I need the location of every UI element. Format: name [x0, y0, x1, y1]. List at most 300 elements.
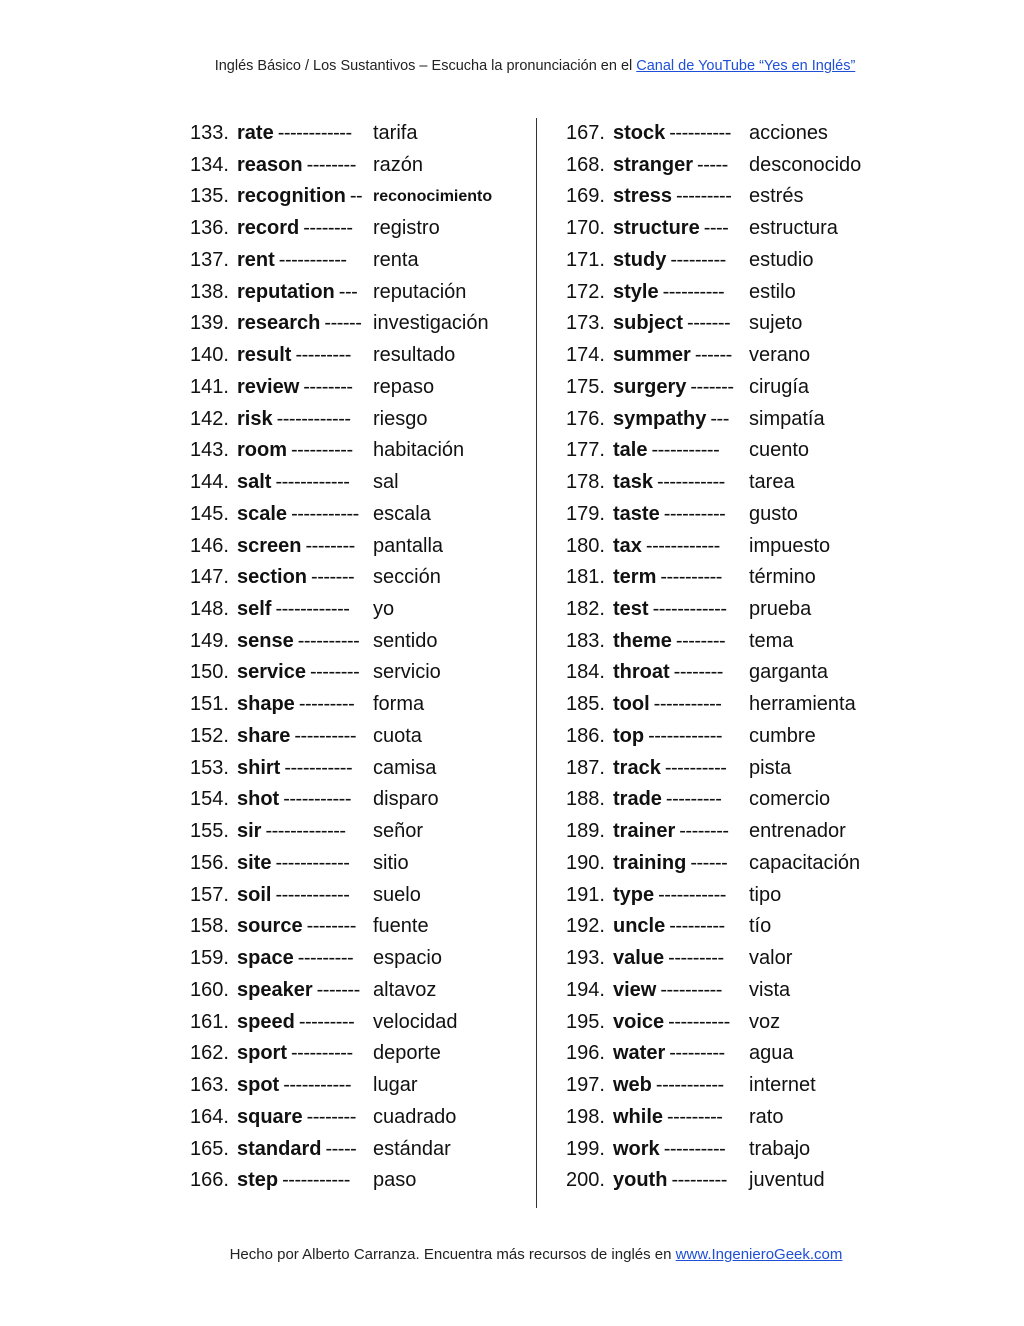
item-number: 181.: [566, 566, 605, 589]
vocab-row: [566, 118, 886, 150]
spanish-translation: prueba: [749, 598, 812, 621]
spanish-translation: agua: [749, 1042, 794, 1065]
item-number: 194.: [566, 978, 605, 1001]
vocab-row: [190, 943, 530, 975]
separator-dashes: -----------: [651, 439, 720, 462]
vocab-row: [190, 816, 530, 848]
separator-dashes: ----------: [291, 1042, 353, 1065]
spanish-translation: repaso: [373, 375, 435, 398]
spanish-translation: pantalla: [373, 534, 444, 557]
vocab-row: [566, 340, 886, 372]
vocab-row: [566, 626, 886, 658]
item-number: 170.: [566, 217, 605, 240]
english-word: stranger: [613, 153, 694, 176]
spanish-translation: riesgo: [373, 407, 428, 430]
item-number: 193.: [566, 947, 605, 970]
item-number: 160.: [190, 978, 229, 1001]
item-number: 139.: [190, 312, 229, 335]
vocab-row: [190, 435, 530, 467]
spanish-translation: estrés: [749, 185, 804, 208]
english-word: while: [613, 1105, 664, 1128]
english-word: training: [613, 851, 687, 874]
english-word: review: [237, 375, 300, 398]
english-word: spot: [237, 1074, 280, 1097]
separator-dashes: --------: [303, 217, 353, 240]
vocab-row: [566, 594, 886, 626]
vocab-row: [566, 308, 886, 340]
spanish-translation: sujeto: [749, 312, 803, 335]
column-divider: [536, 118, 537, 1208]
spanish-translation: vista: [749, 978, 791, 1001]
spanish-translation: capacitación: [749, 851, 861, 874]
english-word: trade: [613, 788, 662, 811]
item-number: 178.: [566, 471, 605, 494]
item-number: 141.: [190, 375, 229, 398]
item-number: 189.: [566, 820, 605, 843]
item-number: 138.: [190, 280, 229, 303]
spanish-translation: tema: [749, 629, 794, 652]
english-word: share: [237, 724, 291, 747]
vocab-row: [190, 467, 530, 499]
vocab-row: [566, 911, 886, 943]
vocab-row: [566, 721, 886, 753]
vocab-row: [566, 531, 886, 563]
separator-dashes: --------: [306, 915, 356, 938]
item-number: 169.: [566, 185, 605, 208]
vocab-row: [566, 1007, 886, 1039]
item-number: 133.: [190, 122, 229, 144]
website-link[interactable]: www.IngenieroGeek.com: [675, 1246, 843, 1263]
english-word: reason: [237, 153, 303, 176]
english-word: recognition: [237, 185, 346, 208]
item-number: 192.: [566, 915, 605, 938]
separator-dashes: -----------: [283, 788, 351, 811]
english-word: square: [237, 1105, 303, 1128]
english-word: study: [613, 248, 667, 271]
spanish-translation: estilo: [749, 280, 796, 303]
spanish-translation: estándar: [373, 1137, 451, 1160]
item-number: 135.: [190, 185, 229, 208]
english-word: type: [613, 883, 655, 906]
english-word: research: [237, 312, 321, 335]
spanish-translation: impuesto: [749, 534, 831, 557]
spanish-translation: camisa: [373, 756, 437, 779]
item-number: 147.: [190, 566, 229, 589]
spanish-translation: tipo: [749, 883, 782, 906]
vocab-row: [190, 499, 530, 531]
vocab-row: [566, 277, 886, 309]
vocab-row: [190, 975, 530, 1007]
item-number: 143.: [190, 439, 229, 462]
vocab-row: [190, 1165, 530, 1197]
english-word: source: [237, 915, 303, 938]
item-number: 186.: [566, 724, 605, 747]
english-word: style: [613, 280, 659, 303]
english-word: task: [613, 471, 654, 494]
english-word: rent: [237, 248, 275, 271]
spanish-translation: cuadrado: [373, 1105, 457, 1128]
spanish-translation: renta: [373, 248, 419, 271]
english-word: value: [613, 947, 665, 970]
item-number: 184.: [566, 661, 605, 684]
english-word: speaker: [237, 978, 313, 1001]
spanish-translation: sentido: [373, 629, 438, 652]
vocab-row: [190, 657, 530, 689]
vocab-row: [566, 245, 886, 277]
english-word: structure: [613, 217, 700, 240]
item-number: 196.: [566, 1042, 605, 1065]
item-number: 171.: [566, 248, 605, 271]
english-word: surgery: [613, 375, 687, 398]
english-word: screen: [237, 534, 302, 557]
english-word: sympathy: [613, 407, 707, 430]
separator-dashes: -----: [697, 153, 728, 176]
footer-text: Hecho por Alberto Carranza. Encuentra más recursos de inglés en: [229, 1246, 676, 1263]
item-number: 175.: [566, 375, 605, 398]
vocab-row: [190, 150, 530, 182]
separator-dashes: ------------: [277, 122, 352, 144]
item-number: 167.: [566, 122, 605, 144]
separator-dashes: -----------: [657, 471, 725, 494]
english-word: standard: [237, 1137, 322, 1160]
spanish-translation: voz: [749, 1010, 781, 1033]
youtube-channel-link[interactable]: Canal de YouTube “Yes en Inglés”: [636, 58, 856, 74]
separator-dashes: ----: [703, 217, 729, 240]
separator-dashes: --------: [673, 661, 723, 684]
english-word: track: [613, 756, 661, 779]
item-number: 197.: [566, 1074, 605, 1097]
vocab-row: [190, 277, 530, 309]
spanish-translation: entrenador: [749, 820, 846, 843]
english-word: record: [237, 217, 300, 240]
spanish-translation: acciones: [749, 122, 828, 144]
separator-dashes: --------: [675, 629, 726, 652]
item-number: 185.: [566, 693, 605, 716]
separator-dashes: ---------: [671, 1169, 727, 1192]
spanish-translation: simpatía: [749, 407, 825, 430]
separator-dashes: --------: [306, 153, 356, 176]
vocab-row: [566, 213, 886, 245]
spanish-translation: cirugía: [749, 375, 810, 398]
separator-dashes: ------------: [275, 471, 350, 494]
separator-dashes: ------------: [276, 407, 351, 430]
spanish-translation: paso: [373, 1169, 417, 1192]
item-number: 198.: [566, 1105, 605, 1128]
vocab-row: [566, 404, 886, 436]
spanish-translation: forma: [373, 693, 425, 716]
separator-dashes: ------------: [275, 851, 350, 874]
item-number: 158.: [190, 915, 229, 938]
separator-dashes: --------: [309, 661, 360, 684]
item-number: 200.: [566, 1169, 605, 1192]
spanish-translation: espacio: [373, 947, 442, 970]
english-word: soil: [237, 883, 272, 906]
item-number: 183.: [566, 629, 605, 652]
spanish-translation: término: [749, 566, 816, 589]
separator-dashes: --------: [306, 1105, 356, 1128]
item-number: 157.: [190, 883, 229, 906]
spanish-translation: suelo: [373, 883, 421, 906]
spanish-translation: deporte: [373, 1042, 441, 1065]
english-word: speed: [237, 1010, 295, 1033]
separator-dashes: ----------: [291, 439, 353, 462]
spanish-translation: sal: [373, 471, 399, 494]
item-number: 142.: [190, 407, 229, 430]
separator-dashes: -----------: [284, 756, 353, 779]
english-word: site: [237, 851, 272, 874]
separator-dashes: ------: [690, 851, 728, 874]
separator-dashes: ----------: [664, 756, 727, 779]
item-number: 177.: [566, 439, 605, 462]
item-number: 173.: [566, 312, 605, 335]
separator-dashes: ---------: [670, 248, 726, 271]
spanish-translation: resultado: [373, 344, 456, 367]
separator-dashes: -----------: [283, 1074, 351, 1097]
vocab-row: [190, 118, 530, 150]
spanish-translation: investigación: [373, 312, 489, 335]
separator-dashes: ---------: [668, 947, 724, 970]
item-number: 166.: [190, 1169, 229, 1192]
spanish-translation: sitio: [373, 851, 409, 874]
english-word: sense: [237, 629, 294, 652]
english-word: result: [237, 344, 292, 367]
separator-dashes: -------------: [265, 820, 346, 843]
vocab-row: [190, 1007, 530, 1039]
english-word: shirt: [237, 756, 281, 779]
item-number: 156.: [190, 851, 229, 874]
vocab-row: [190, 1134, 530, 1166]
english-word: service: [237, 661, 306, 684]
english-word: stock: [613, 122, 666, 144]
separator-dashes: ------------: [648, 724, 723, 747]
vocab-row: [566, 943, 886, 975]
spanish-translation: tarea: [749, 471, 795, 494]
spanish-translation: comercio: [749, 788, 831, 811]
item-number: 161.: [190, 1010, 229, 1033]
separator-dashes: -----------: [655, 1074, 724, 1097]
english-word: uncle: [613, 915, 666, 938]
separator-dashes: ----------: [294, 724, 356, 747]
item-number: 179.: [566, 502, 605, 525]
spanish-translation: fuente: [373, 915, 429, 938]
header-text: Inglés Básico / Los Sustantivos – Escucha la pronunciación en el: [214, 58, 637, 74]
separator-dashes: ---------: [298, 1010, 355, 1033]
separator-dashes: ---------: [669, 915, 725, 938]
spanish-translation: herramienta: [749, 693, 856, 716]
vocab-row: [566, 435, 886, 467]
english-word: tool: [613, 693, 650, 716]
english-word: top: [613, 724, 645, 747]
separator-dashes: -------: [687, 312, 731, 335]
spanish-translation: registro: [373, 217, 440, 240]
vocab-row: [566, 467, 886, 499]
vocab-row: [190, 721, 530, 753]
separator-dashes: ----------: [662, 280, 725, 303]
spanish-translation: estructura: [749, 217, 838, 240]
item-number: 148.: [190, 598, 229, 621]
vocab-row: [566, 657, 886, 689]
english-word: shape: [237, 693, 295, 716]
separator-dashes: ----------: [663, 502, 726, 525]
separator-dashes: ---: [338, 280, 358, 303]
item-number: 152.: [190, 724, 229, 747]
english-word: view: [613, 978, 657, 1001]
item-number: 151.: [190, 693, 229, 716]
vocab-row: [566, 499, 886, 531]
separator-dashes: --------: [305, 534, 355, 557]
item-number: 190.: [566, 851, 605, 874]
spanish-translation: cuento: [749, 439, 810, 462]
spanish-translation: gusto: [749, 502, 798, 525]
item-number: 182.: [566, 598, 605, 621]
english-word: reputation: [237, 280, 335, 303]
vocab-row: [566, 1038, 886, 1070]
spanish-translation: juventud: [749, 1169, 825, 1192]
english-word: term: [613, 566, 657, 589]
item-number: 195.: [566, 1010, 605, 1033]
vocab-row: [566, 1102, 886, 1134]
item-number: 180.: [566, 534, 605, 557]
separator-dashes: ------------: [275, 598, 350, 621]
spanish-translation: valor: [749, 947, 793, 970]
separator-dashes: --------: [679, 820, 729, 843]
spanish-translation: desconocido: [749, 153, 862, 176]
spanish-translation: cumbre: [749, 724, 816, 747]
separator-dashes: ------: [694, 344, 732, 367]
separator-dashes: ----------: [663, 1137, 726, 1160]
vocab-row: [566, 753, 886, 785]
item-number: 163.: [190, 1074, 229, 1097]
spanish-translation: estudio: [749, 248, 814, 271]
vocab-row: [190, 340, 530, 372]
english-word: voice: [613, 1010, 665, 1033]
english-word: stress: [613, 185, 672, 208]
vocab-row: [190, 372, 530, 404]
vocab-row: [190, 404, 530, 436]
spanish-translation: trabajo: [749, 1137, 811, 1160]
english-word: web: [613, 1074, 652, 1097]
separator-dashes: ---------: [667, 1105, 723, 1128]
vocab-row: [566, 150, 886, 182]
vocab-row: [566, 1134, 886, 1166]
vocab-row: [190, 753, 530, 785]
separator-dashes: --: [349, 185, 363, 208]
english-word: salt: [237, 471, 272, 494]
separator-dashes: -----------: [653, 693, 722, 716]
english-word: shot: [237, 788, 280, 811]
vocab-row: [190, 594, 530, 626]
vocab-row: [190, 626, 530, 658]
english-word: work: [613, 1137, 660, 1160]
spanish-translation: reputación: [373, 280, 467, 303]
separator-dashes: -----------: [291, 502, 359, 525]
english-word: summer: [613, 344, 691, 367]
english-word: sport: [237, 1042, 287, 1065]
english-word: subject: [613, 312, 684, 335]
item-number: 172.: [566, 280, 605, 303]
item-number: 155.: [190, 820, 229, 843]
separator-dashes: ------------: [275, 883, 350, 906]
item-number: 137.: [190, 248, 229, 271]
separator-dashes: -------: [311, 566, 355, 589]
english-word: risk: [237, 407, 273, 430]
vocab-row: [190, 245, 530, 277]
item-number: 145.: [190, 502, 229, 525]
spanish-translation: señor: [373, 820, 424, 843]
item-number: 164.: [190, 1105, 229, 1128]
vocab-row: [190, 848, 530, 880]
english-word: theme: [613, 629, 672, 652]
spanish-translation: pista: [749, 756, 792, 779]
vocab-row: [566, 848, 886, 880]
separator-dashes: ----------: [660, 978, 722, 1001]
separator-dashes: ---------: [665, 788, 722, 811]
vocab-row: [566, 1070, 886, 1102]
item-number: 144.: [190, 471, 229, 494]
english-word: section: [237, 566, 308, 589]
vocab-row: [190, 911, 530, 943]
spanish-translation: tarifa: [373, 122, 418, 144]
item-number: 150.: [190, 661, 229, 684]
english-word: scale: [237, 502, 288, 525]
vocab-row: [566, 372, 886, 404]
separator-dashes: ---------: [669, 1042, 725, 1065]
separator-dashes: -------: [316, 978, 360, 1001]
vocab-row: [190, 1102, 530, 1134]
item-number: 187.: [566, 756, 605, 779]
vocab-row: [566, 784, 886, 816]
vocab-row: [566, 181, 886, 213]
separator-dashes: -----------: [282, 1169, 350, 1192]
separator-dashes: --------: [303, 375, 353, 398]
separator-dashes: ---: [710, 407, 729, 430]
english-word: taste: [613, 502, 660, 525]
english-word: self: [237, 598, 272, 621]
spanish-translation: servicio: [373, 661, 441, 684]
spanish-translation: escala: [373, 502, 431, 525]
english-word: room: [237, 439, 287, 462]
vocab-column-right: [566, 118, 886, 1197]
vocab-row: [566, 816, 886, 848]
item-number: 168.: [566, 153, 605, 176]
english-word: test: [613, 598, 649, 621]
item-number: 188.: [566, 788, 605, 811]
separator-dashes: -----------: [658, 883, 726, 906]
page-footer: [0, 1246, 1024, 1263]
vocab-row: [566, 1165, 886, 1197]
item-number: 191.: [566, 883, 605, 906]
english-word: water: [613, 1042, 666, 1065]
english-word: youth: [613, 1169, 668, 1192]
vocab-column-left: [190, 118, 530, 1197]
vocab-row: [190, 1038, 530, 1070]
item-number: 134.: [190, 153, 229, 176]
spanish-translation: yo: [373, 598, 395, 621]
separator-dashes: ----------: [668, 1010, 730, 1033]
separator-dashes: ---------: [295, 344, 351, 367]
separator-dashes: ----------: [660, 566, 722, 589]
vocab-row: [190, 880, 530, 912]
item-number: 140.: [190, 344, 229, 367]
item-number: 165.: [190, 1137, 229, 1160]
vocab-row: [190, 181, 530, 213]
spanish-translation: velocidad: [373, 1010, 458, 1033]
english-word: throat: [613, 661, 670, 684]
english-word: tax: [613, 534, 642, 557]
spanish-translation: altavoz: [373, 978, 437, 1001]
item-number: 176.: [566, 407, 605, 430]
item-number: 162.: [190, 1042, 229, 1065]
